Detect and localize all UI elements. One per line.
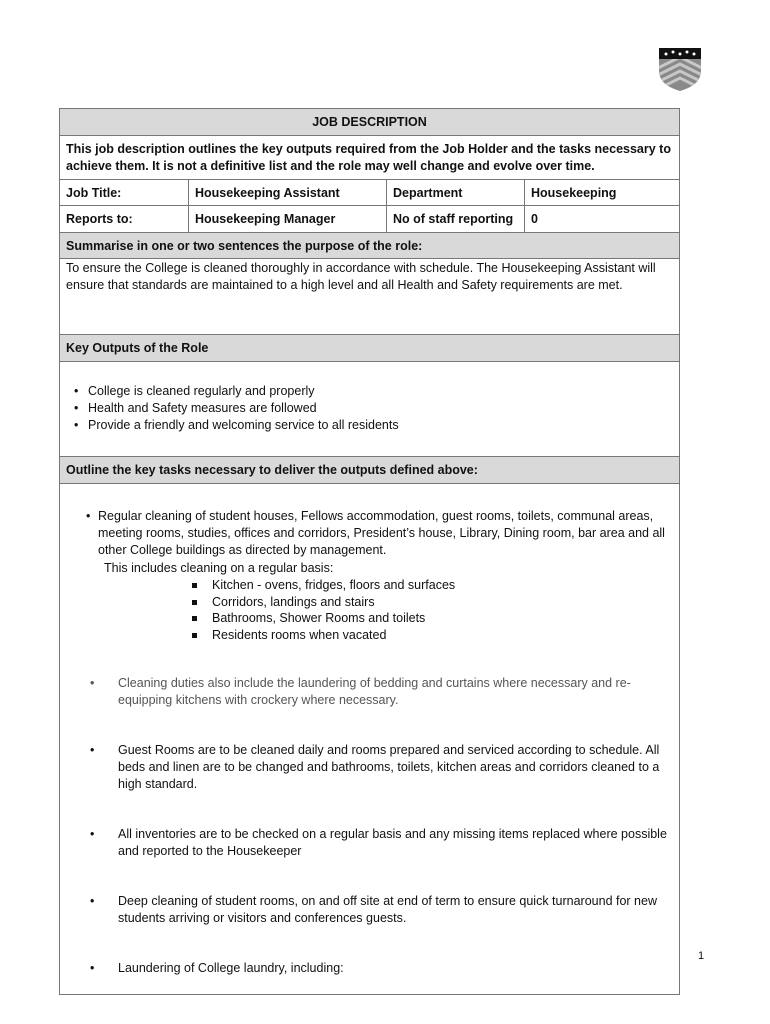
outputs-list	[66, 383, 673, 434]
list-item: • Provide a friendly and welcoming service to all residents	[66, 417, 673, 434]
outputs-heading: Key Outputs of the Role	[60, 335, 680, 362]
department-value: Housekeeping	[525, 180, 680, 206]
subitems-list	[66, 577, 671, 643]
document-title: JOB DESCRIPTION	[60, 109, 680, 136]
purpose-heading: Summarise in one or two sentences the purpose of the role:	[60, 233, 680, 259]
list-item: Kitchen - ovens, fridges, floors and surfaces	[66, 577, 671, 594]
task-item: • Guest Rooms are to be cleaned daily and rooms prepared and serviced according to schedule. All beds and linen are to be changed and bathrooms, toilets, kitchen areas and corridors cleaned to a high standard.	[66, 742, 671, 793]
staff-reporting-value: 0	[525, 206, 680, 233]
list-item: Residents rooms when vacated	[66, 627, 671, 644]
college-crest-logo	[658, 47, 702, 91]
job-title-label: Job Title:	[60, 180, 189, 206]
job-description-table	[59, 108, 680, 995]
reports-to-value: Housekeeping Manager	[189, 206, 387, 233]
task-text: Regular cleaning of student houses, Fellows accommodation, guest rooms, toilets, communal areas, meeting rooms, studies, offices and corridors, President’s house, Library, Dining room, bar area and all other College buildings as directed by management.	[98, 509, 665, 557]
list-item: Corridors, landings and stairs	[66, 594, 671, 611]
includes-intro: This includes cleaning on a regular basis:	[104, 561, 334, 575]
list-item: Bathrooms, Shower Rooms and toilets	[66, 610, 671, 627]
list-item: • College is cleaned regularly and properly	[66, 383, 673, 400]
intro-text: This job description outlines the key outputs required from the Job Holder and the tasks necessary to achieve them. It is not a definitive list and the role may well change and evolve over time.	[60, 136, 680, 180]
task-item: • Deep cleaning of student rooms, on and off site at end of term to ensure quick turnaround for new students arriving or visitors and conferences guests.	[66, 893, 671, 927]
page-number: 1	[698, 950, 705, 962]
list-item: • Health and Safety measures are followed	[66, 400, 673, 417]
department-label: Department	[387, 180, 525, 206]
task-item: • All inventories are to be checked on a regular basis and any missing items replaced where possible and reported to the Housekeeper	[66, 826, 671, 860]
task-item: • Laundering of College laundry, including:	[66, 960, 671, 977]
purpose-text: To ensure the College is cleaned thoroughly in accordance with schedule. The Housekeeping Assistant will ensure that standards are maintained to a high level and all Health and Safety requirements are met.	[60, 259, 680, 335]
task-item: • Cleaning duties also include the laundering of bedding and curtains where necessary and re-equipping kitchens with crockery where necessary.	[66, 675, 671, 709]
reports-to-label: Reports to:	[60, 206, 189, 233]
staff-reporting-label: No of staff reporting	[387, 206, 525, 233]
task-item	[66, 508, 671, 559]
job-title-value: Housekeeping Assistant	[189, 180, 387, 206]
tasks-heading: Outline the key tasks necessary to deliver the outputs defined above:	[60, 457, 680, 484]
tasks-list	[66, 508, 671, 977]
